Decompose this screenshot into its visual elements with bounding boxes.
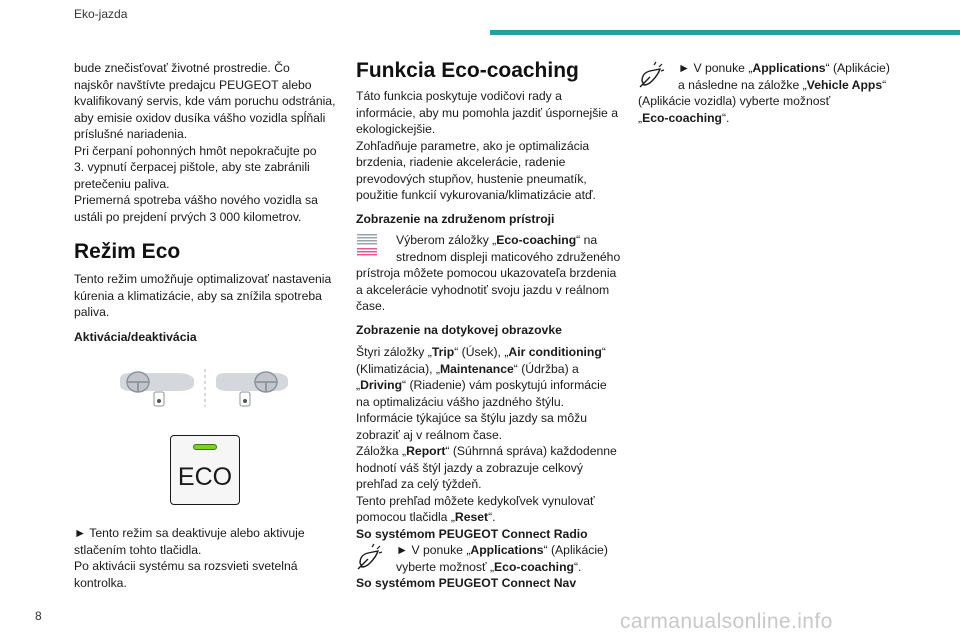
tab-name-air-conditioning: Air conditioning bbox=[508, 345, 602, 359]
text-line: paliva. bbox=[74, 305, 110, 319]
text-run: pomocou tlačidla „ bbox=[356, 510, 455, 524]
text-line: Táto funkcia poskytuje vodičovi rady a bbox=[356, 89, 562, 103]
text-line: čase. bbox=[356, 299, 386, 313]
text-line: Informácie týkajúce sa štýlu jazdy sa môžu bbox=[356, 411, 587, 425]
text-run: “ (Aplikácie) bbox=[825, 61, 890, 75]
eco-mode-description bbox=[74, 271, 336, 321]
touchscreen-heading: Zobrazenie na dotykovej obrazovke bbox=[356, 322, 562, 337]
tab-name-trip: Trip bbox=[431, 345, 455, 359]
text-line: hodnotí váš štýl jazdy a zobrazuje celkový bbox=[356, 460, 583, 475]
text-line: ekologickejšie. bbox=[356, 122, 436, 136]
text-run: “ (Údržba) a bbox=[513, 361, 579, 376]
text-line: použitie funkcií vykurovania/klimatizácie atď. bbox=[356, 188, 596, 202]
text-line: 3. vypnutí čerpacej pištole, aby ste zabránili bbox=[74, 160, 310, 174]
text-run: Záložka „ bbox=[356, 444, 407, 458]
tab-name-eco-coaching: Eco-coaching bbox=[496, 233, 577, 247]
text-line: zobraziť aj v reálnom čase. bbox=[356, 427, 503, 442]
dashboard-illustration bbox=[74, 365, 336, 413]
activation-heading: Aktivácia/deaktivácia bbox=[74, 329, 197, 344]
connect-radio-instruction bbox=[356, 542, 624, 575]
connect-nav-instruction bbox=[638, 60, 908, 93]
header-accent-bar bbox=[490, 30, 960, 35]
activation-text bbox=[74, 525, 336, 591]
eco-mode-heading: Režim Eco bbox=[74, 240, 181, 263]
option-name-eco-coaching: Eco-coaching bbox=[494, 559, 574, 574]
column-middle bbox=[356, 58, 624, 592]
text-run: (Klimatizácia), „ bbox=[356, 361, 440, 376]
text-line: Pri čerpaní pohonných hmôt nepokračujte po bbox=[74, 143, 317, 158]
text-line: aby emisie oxidov dusíka vášho vozidla spĺňali bbox=[74, 110, 326, 125]
text-run: ► V ponuke „ bbox=[396, 543, 471, 557]
intro-paragraph bbox=[74, 60, 336, 225]
text-run: “. bbox=[721, 110, 730, 125]
option-name-eco-coaching: Eco-coaching bbox=[642, 110, 722, 125]
text-line: Po aktivácii systému sa rozsvieti svetelná bbox=[74, 559, 298, 573]
eco-indicator-led bbox=[193, 444, 217, 450]
cluster-description bbox=[356, 265, 624, 315]
connect-radio-heading: So systémom PEUGEOT Connect Radio bbox=[356, 526, 588, 541]
text-line: príslušné nariadenia. bbox=[74, 127, 188, 141]
touchscreen-description bbox=[356, 344, 624, 526]
left-dashboard-icon bbox=[120, 372, 194, 406]
text-run: vyberte možnosť „ bbox=[396, 559, 495, 574]
text-line: Tento prehľad môžete kedykoľvek vynulovať bbox=[356, 493, 595, 508]
text-line: ► Tento režim sa deaktivuje alebo aktivuje bbox=[74, 526, 305, 540]
text-run: “ (Aplikácie) bbox=[543, 543, 608, 557]
page-number: 8 bbox=[35, 609, 42, 623]
right-dashboard-icon bbox=[216, 372, 288, 406]
button-name-reset: Reset bbox=[454, 510, 489, 524]
text-line: a akcelerácie vyhodnotiť svoju jazdu v reálnom bbox=[356, 282, 610, 297]
eco-button[interactable] bbox=[170, 435, 240, 505]
text-run: “ (Riadenie) vám poskytujú informácie bbox=[402, 378, 607, 392]
text-run: “ bbox=[601, 345, 606, 359]
tab-name-maintenance: Maintenance bbox=[439, 361, 514, 376]
text-line: na optimalizáciu vášho jazdného štýlu. bbox=[356, 394, 564, 409]
watermark: carmanualsonline.info bbox=[620, 610, 833, 633]
touch-hand-icon bbox=[356, 543, 384, 571]
text-run: ► V ponuke „ bbox=[678, 61, 753, 75]
text-run: Výberom záložky „ bbox=[396, 233, 497, 247]
text-run: „ bbox=[638, 110, 643, 125]
text-line: (Aplikácie vozidla) vyberte možnosť bbox=[638, 94, 831, 108]
eco-coaching-intro bbox=[356, 88, 624, 204]
cluster-display-icon bbox=[356, 232, 380, 258]
text-line: informácie, aby mu pomohla jazdiť úspornejšie a bbox=[356, 105, 618, 120]
eco-button-label: ECO bbox=[177, 463, 233, 491]
text-line: pretečeniu paliva. bbox=[74, 176, 170, 191]
text-line: prevodových stupňov, hustenie pneumatík, bbox=[356, 171, 587, 186]
text-line: prístroja môžete pomocou ukazovateľa brzdenia bbox=[356, 266, 617, 280]
eco-coaching-heading: Funkcia Eco-coaching bbox=[356, 59, 579, 82]
text-line: kúrenia a klimatizácie, aby sa znížila spotreba bbox=[74, 288, 322, 303]
text-line: Priemerná spotreba vášho nového vozidla sa bbox=[74, 193, 318, 207]
page-header-title: Eko-jazda bbox=[74, 7, 128, 21]
text-line: strednom displeji maticového združeného bbox=[396, 249, 621, 264]
text-run: “ na bbox=[576, 233, 598, 247]
text-line: ustáli po prejdení prvých 3 000 kilometrov. bbox=[74, 209, 302, 224]
column-left bbox=[74, 60, 336, 591]
text-run: “. bbox=[573, 559, 582, 574]
text-line: najskôr navštívte predajcu PEUGEOT alebo bbox=[74, 77, 312, 92]
text-line: Zohľadňuje parametre, ako je optimalizácia bbox=[356, 138, 590, 153]
text-line: kvalifikovaný servis, kde vám poruchu odstránia, bbox=[74, 94, 336, 108]
connect-nav-heading: So systémom PEUGEOT Connect Nav bbox=[356, 576, 577, 590]
cluster-instruction bbox=[356, 232, 624, 265]
menu-name-applications: Applications bbox=[752, 61, 826, 75]
text-run: “ bbox=[882, 77, 887, 92]
text-run: a následne na záložke „ bbox=[678, 77, 807, 92]
tab-name-vehicle-apps: Vehicle Apps bbox=[806, 77, 883, 92]
text-line: stlačením tohto tlačidla. bbox=[74, 542, 202, 557]
text-run: Štyri záložky „ bbox=[356, 345, 432, 359]
touch-hand-icon bbox=[638, 61, 666, 89]
cluster-heading: Zobrazenie na združenom prístroji bbox=[356, 211, 555, 226]
text-line: brzdenia, riadenie akcelerácie, radenie bbox=[356, 155, 566, 169]
text-run: “ (Súhrnná správa) každodenne bbox=[445, 444, 617, 458]
text-line: prehľad za celý týždeň. bbox=[356, 477, 482, 491]
tab-name-report: Report bbox=[406, 444, 446, 458]
text-run: “. bbox=[488, 510, 496, 524]
text-line: kontrolka. bbox=[74, 575, 127, 590]
menu-name-applications: Applications bbox=[470, 543, 544, 557]
text-line: Tento režim umožňuje optimalizovať nastavenia bbox=[74, 272, 332, 286]
text-line: bude znečisťovať životné prostredie. Čo bbox=[74, 61, 290, 75]
text-run: “ (Úsek), „ bbox=[454, 345, 509, 359]
text-run: „ bbox=[356, 378, 361, 392]
tab-name-driving: Driving bbox=[360, 378, 403, 392]
column-right bbox=[638, 60, 908, 126]
